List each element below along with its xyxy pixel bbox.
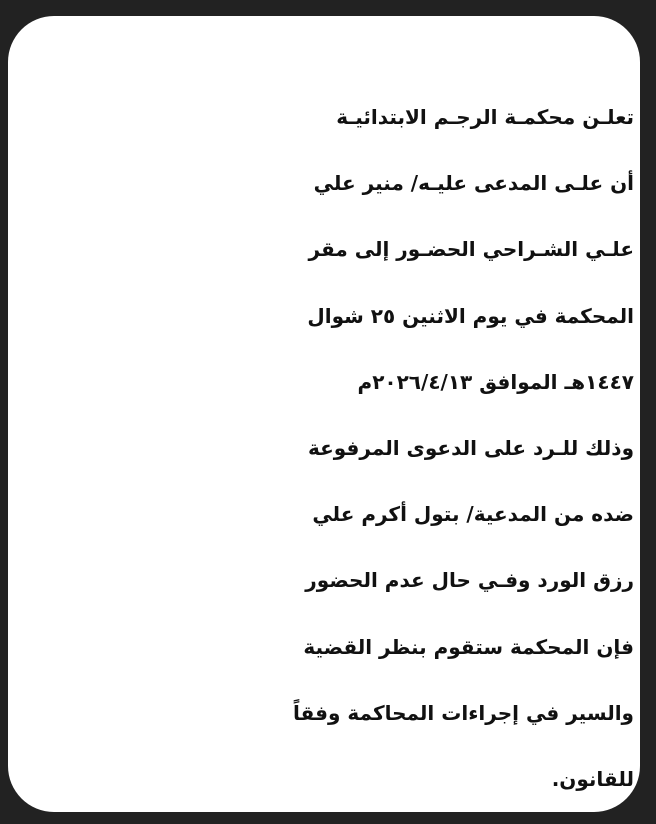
- notice-line: تعلـن محكمـة الرجـم الابتدائيـة: [336, 105, 634, 129]
- notice-line: وذلك للـرد على الدعوى المرفوعة: [307, 436, 634, 461]
- notice-line: ضده من المدعية/ بتول أكرم علي: [312, 502, 634, 527]
- notice-text-block: [8, 84, 634, 812]
- notice-line: ١٤٤٧هـ الموافق ٢٠٢٦/٤/١٣م: [357, 369, 634, 394]
- court-notice-card: [8, 16, 640, 812]
- notice-line: المحكمة في يوم الاثنين ٢٥ شوال: [307, 303, 634, 328]
- notice-line: للقانون.: [551, 767, 634, 792]
- notice-line: أن علـى المدعى عليـه/ منير علي: [313, 171, 634, 196]
- notice-line: فإن المحكمة ستقوم بنظر القضية: [303, 634, 634, 659]
- notice-line: رزق الورد وفـي حال عدم الحضور: [305, 568, 634, 593]
- notice-line: علـي الشـراحي الحضـور إلى مقر: [308, 237, 634, 262]
- notice-line: والسير في إجراءات المحاكمة وفقاً: [293, 700, 634, 725]
